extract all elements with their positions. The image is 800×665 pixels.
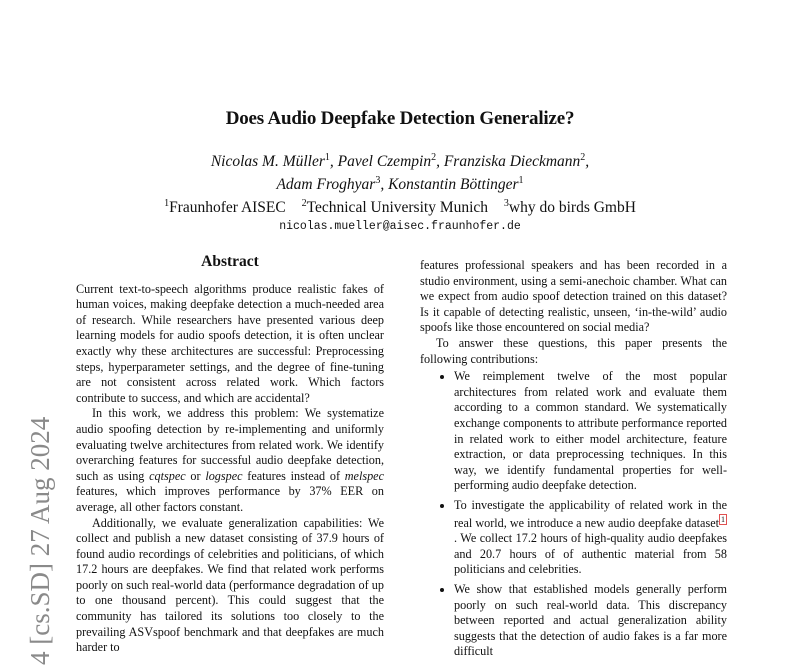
affiliation-name: Technical University Munich xyxy=(306,199,489,217)
abstract-paragraph: Additionally, we evaluate generalization capabilities: We collect and publish a new dataset consisting of 37.9 hours of found audio recordings of celebrities and politicians, of which 17.2 hours are deepfakes. We find that related work performs poorly on such real-world data (performance degradation of up to one thousand percent). This could suggest that the community has tailored its solutions too closely to the prevailing ASVspoof benchmark and that deepfakes are much harder to xyxy=(76,515,384,655)
arxiv-identifier: 4 [cs.SD] 27 Aug 2024 xyxy=(25,416,55,665)
affiliation-name: Fraunhofer AISEC xyxy=(169,199,286,217)
author-sup: 1 xyxy=(518,175,524,187)
author-list: Nicolas M. Müller$^1$, Pavel Czempin$^2$, Franziska Dieckmann$^2$, Adam Froghyar$^3$, Konstantin Böttinger$^1$ xyxy=(210,152,590,194)
body-paragraph: features professional speakers and has been recorded in a studio environment, using a semi-anechoic chamber. What can we expect from audio spoof detection trained on this dataset? Is it capable of detecting realistic, unseen, ‘in-the-wild’ audio spoofs like those encountered on social media? xyxy=(420,258,727,335)
feature-name: melspec xyxy=(344,468,385,483)
affiliation-sup: 3 xyxy=(503,198,509,209)
affiliation-list xyxy=(0,198,800,217)
contribution-item: • We reimplement twelve of the most popular architectures from related work and evaluate them according to a common standard. We systematically exchange components to attribute performance reported in related work to either model architecture, feature extraction, or data preprocessing techniques. In this way, we identify fundamental properties for well-performing audio deepfake detection. xyxy=(454,369,727,494)
author-name: Nicolas M. Müller xyxy=(210,153,325,171)
contribution-list xyxy=(420,369,727,660)
right-column xyxy=(420,258,727,664)
affiliation-sup: 2 xyxy=(301,198,307,209)
author-sup: 2 xyxy=(580,152,586,163)
affiliation-sup: 1 xyxy=(164,198,170,209)
affiliation-name: why do birds GmbH xyxy=(508,199,636,217)
abstract-paragraph: Current text-to-speech algorithms produce realistic fakes of human voices, making deepfake detection a much-needed area of research. While researchers have presented various deep learning models for audio spoofs detection, it is often unclear exactly why these architectures are successful: Preprocessing steps, hyperparameter settings, and the degree of fine-tuning are not consistent across related work. Which factors contribute to success, and which are accidental? xyxy=(76,281,384,405)
author-sup: 1 xyxy=(324,152,330,163)
author-name: Adam Froghyar xyxy=(276,176,376,194)
left-column xyxy=(76,254,384,656)
abstract-paragraph: In this work, we address this problem: We systematize audio spoofing detection by re-implementing and uniformly evaluating twelve architectures from related work. We identify overarching features for successful audio deepfake detection, such as using cqtspec or logspec features instead of melspec features, which improves performance by 37% EER on average, all other factors constant. xyxy=(76,406,385,514)
author-sup: 3 xyxy=(375,175,381,187)
author-name: Franziska Dieckmann xyxy=(443,153,581,171)
paper-title: Does Audio Deepfake Detection Generalize? xyxy=(225,108,575,129)
author-name: Konstantin Böttinger xyxy=(388,176,519,194)
author-name: Pavel Czempin xyxy=(337,153,432,171)
contribution-item: • To investigate the applicability of related work in the real world, we introduce a new audio deepfake dataset 1. We collect 17.2 hours of high-quality audio deepfakes and 20.7 hours of of authentic material from 58 politicians and celebrities. xyxy=(454,498,727,578)
author-sup: 2 xyxy=(431,152,437,163)
author-email: nicolas.mueller@aisec.fraunhofer.de xyxy=(279,220,521,233)
abstract-heading: Abstract xyxy=(201,253,259,270)
feature-name: logspec xyxy=(205,468,243,483)
footnote-link[interactable]: 1 xyxy=(721,514,725,524)
contribution-item: • We show that established models generally perform poorly on such real-world data. This discrepancy between reported and actual generalization ability suggests that the detection of audio fakes is a far more difficult xyxy=(454,582,727,660)
feature-name: cqtspec xyxy=(149,468,186,483)
body-paragraph: To answer these questions, this paper presents the following contributions: xyxy=(420,335,727,366)
